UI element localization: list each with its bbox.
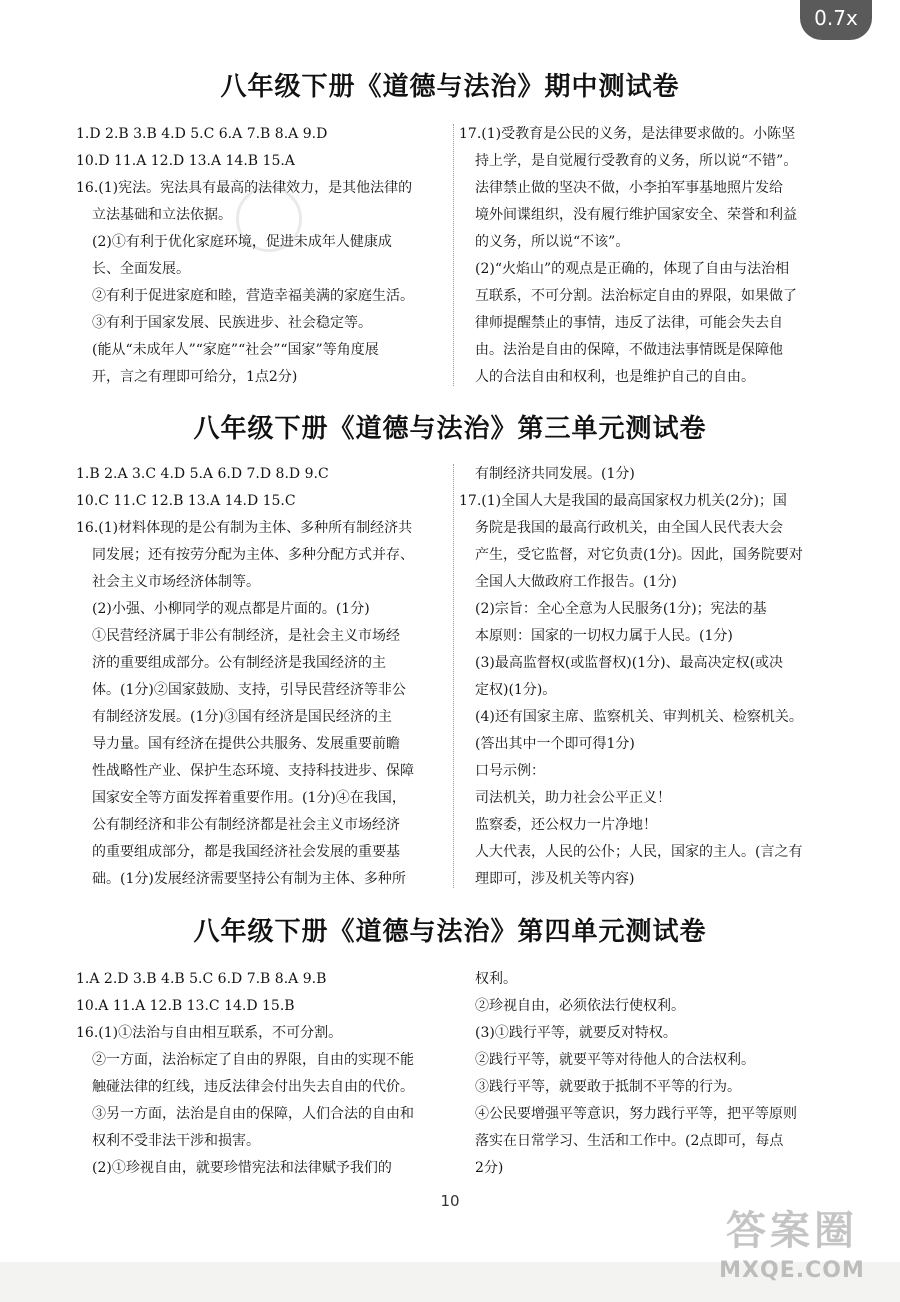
answer-line: (答出其中一个即可得1分) [475, 736, 635, 752]
column-divider [453, 124, 454, 386]
answer-line: 1.A 2.D 3.B 4.B 5.C 6.D 7.B 8.A 9.B [76, 971, 327, 987]
answer-line: ②珍视自由，必须依法行使权利。 [475, 998, 685, 1014]
answer-line: 人的合法自由和权利，也是维护自己的自由。 [475, 369, 755, 385]
answer-line: 开，言之有理即可给分，1点2分) [92, 369, 298, 385]
answer-line: 的义务，所以说“不该”。 [475, 234, 630, 250]
answer-line: 导力量。国有经济在提供公共服务、发展重要前瞻 [92, 736, 400, 752]
answer-line: ③有利于国家发展、民族进步、社会稳定等。 [92, 315, 372, 331]
midterm-left-column [76, 121, 446, 391]
unit4-left-column [76, 966, 446, 1182]
answer-line: (2)小强、小柳同学的观点都是片面的。(1分) [92, 601, 370, 617]
answer-line: 法律禁止做的坚决不做，小李拍军事基地照片发给 [475, 180, 783, 196]
answer-line: 境外间谍组织，没有履行维护国家安全、荣誉和利益 [475, 207, 797, 223]
answer-line: 互联系，不可分割。法治标定自由的界限，如果做了 [475, 288, 797, 304]
midterm-right-column [459, 121, 839, 391]
answer-line: 性战略性产业、保护生态环境、支持科技进步、保障 [92, 763, 414, 779]
answer-line: 触碰法律的红线，违反法律会付出失去自由的代价。 [92, 1079, 414, 1095]
answer-line: 全国人大做政府工作报告。(1分) [475, 574, 677, 590]
answer-line: 产生，受它监督，对它负责(1分)。因此，国务院要对 [475, 547, 803, 563]
answer-line: (能从“未成年人”“家庭”“社会”“国家”等角度展 [92, 342, 379, 358]
answer-line: ②有利于促进家庭和睦，营造幸福美满的家庭生活。 [92, 288, 414, 304]
answer-line: 公有制经济和非公有制经济都是社会主义市场经济 [92, 817, 400, 833]
answer-line: (2)①珍视自由，就要珍惜宪法和法律赋予我们的 [92, 1160, 392, 1176]
answer-line: 务院是我国的最高行政机关，由全国人民代表大会 [475, 520, 783, 536]
answer-line: ②践行平等，就要平等对待他人的合法权利。 [475, 1052, 755, 1068]
section-title-unit3: 八年级下册《道德与法治》第三单元测试卷 [193, 414, 707, 444]
page-number: 10 [440, 1192, 460, 1210]
answer-line: 10.A 11.A 12.B 13.C 14.D 15.B [76, 998, 295, 1014]
answer-line: 人大代表，人民的公仆；人民，国家的主人。(言之有 [475, 844, 803, 860]
answer-line: ②一方面，法治标定了自由的界限，自由的实现不能 [92, 1052, 414, 1068]
answer-line: 16.(1)材料体现的是公有制为主体、多种所有制经济共 [76, 520, 413, 536]
answer-line: 社会主义市场经济体制等。 [92, 574, 260, 590]
unit4-right-column [459, 966, 839, 1182]
answer-line: (3)①践行平等，就要反对特权。 [475, 1025, 677, 1041]
answer-line: 持上学，是自觉履行受教育的义务，所以说“不错”。 [475, 153, 798, 169]
answer-line: 律师提醒禁止的事情，违反了法律，可能会失去自 [475, 315, 783, 331]
section-title-midterm: 八年级下册《道德与法治》期中测试卷 [220, 72, 680, 102]
answer-line: 口号示例： [475, 763, 545, 779]
unit3-left-column [76, 461, 446, 893]
answer-line: (2)宗旨：全心全意为人民服务(1分)；宪法的基 [475, 601, 767, 617]
answer-line: 长、全面发展。 [92, 261, 190, 277]
answer-line: (2)“火焰山”的观点是正确的，体现了自由与法治相 [475, 261, 790, 277]
answer-line: 1.D 2.B 3.B 4.D 5.C 6.A 7.B 8.A 9.D [76, 126, 328, 142]
answer-line: 1.B 2.A 3.C 4.D 5.A 6.D 7.D 8.D 9.C [76, 466, 329, 482]
answer-line: 济的重要组成部分。公有制经济是我国经济的主 [92, 655, 386, 671]
answer-line: 17.(1)全国人大是我国的最高国家权力机关(2分)；国 [459, 493, 787, 509]
answer-line: 理即可，涉及机关等内容) [475, 871, 635, 887]
answer-line: 10.D 11.A 12.D 13.A 14.B 15.A [76, 153, 295, 169]
answer-line: 定权)(1分)。 [475, 682, 557, 698]
answer-line: 权利不受非法干涉和损害。 [92, 1133, 260, 1149]
answer-line: 同发展；还有按劳分配为主体、多种分配方式并存、 [92, 547, 414, 563]
answer-line: 司法机关，助力社会公平正义！ [475, 790, 671, 806]
answer-line: 的重要组成部分，都是我国经济社会发展的重要基 [92, 844, 400, 860]
answer-line: ①民营经济属于非公有制经济，是社会主义市场经 [92, 628, 400, 644]
answer-line: (4)还有国家主席、监察机关、审判机关、检察机关。 [475, 709, 803, 725]
zoom-level-badge[interactable]: 0.7x [800, 0, 872, 40]
section-title-unit4: 八年级下册《道德与法治》第四单元测试卷 [193, 917, 707, 947]
answer-line: 2分) [475, 1160, 504, 1176]
answer-line: 由。法治是自由的保障，不做违法事情既是保障他 [475, 342, 783, 358]
answer-line: 体。(1分)②国家鼓励、支持，引导民营经济等非公 [92, 682, 406, 698]
watermark-url-text: MXQE.COM [719, 1258, 865, 1283]
answer-line: ③践行平等，就要敢于抵制不平等的行为。 [475, 1079, 741, 1095]
answer-line: 落实在日常学习、生活和工作中。(2点即可，每点 [475, 1133, 784, 1149]
unit3-right-column [459, 461, 839, 893]
answer-line: 有制经济共同发展。(1分) [475, 466, 635, 482]
answer-line: 权利。 [475, 971, 517, 987]
answer-line: (2)①有利于优化家庭环境，促进未成年人健康成 [92, 234, 392, 250]
answer-line: 础。(1分)发展经济需要坚持公有制为主体、多种所 [92, 871, 406, 887]
answer-line: 10.C 11.C 12.B 13.A 14.D 15.C [76, 493, 296, 509]
answer-line: 16.(1)宪法。宪法具有最高的法律效力，是其他法律的 [76, 180, 413, 196]
answer-line: (3)最高监督权(或监督权)(1分)、最高决定权(或决 [475, 655, 784, 671]
site-watermark [702, 1206, 882, 1298]
column-divider [453, 464, 454, 888]
answer-line: ③另一方面，法治是自由的保障，人们合法的自由和 [92, 1106, 414, 1122]
answer-line: 17.(1)受教育是公民的义务，是法律要求做的。小陈坚 [459, 126, 796, 142]
answer-line: 16.(1)①法治与自由相互联系，不可分割。 [76, 1025, 343, 1041]
answer-line: 国家安全等方面发挥着重要作用。(1分)④在我国， [92, 790, 406, 806]
answer-line: 有制经济发展。(1分)③国有经济是国民经济的主 [92, 709, 392, 725]
answer-line: ④公民要增强平等意识，努力践行平等，把平等原则 [475, 1106, 797, 1122]
answer-line: 监察委，还公权力一片净地！ [475, 817, 657, 833]
watermark-logo-text: 答案圈 [726, 1208, 858, 1254]
answer-line: 本原则：国家的一切权力属于人民。(1分) [475, 628, 733, 644]
answer-line: 立法基础和立法依据。 [92, 207, 232, 223]
